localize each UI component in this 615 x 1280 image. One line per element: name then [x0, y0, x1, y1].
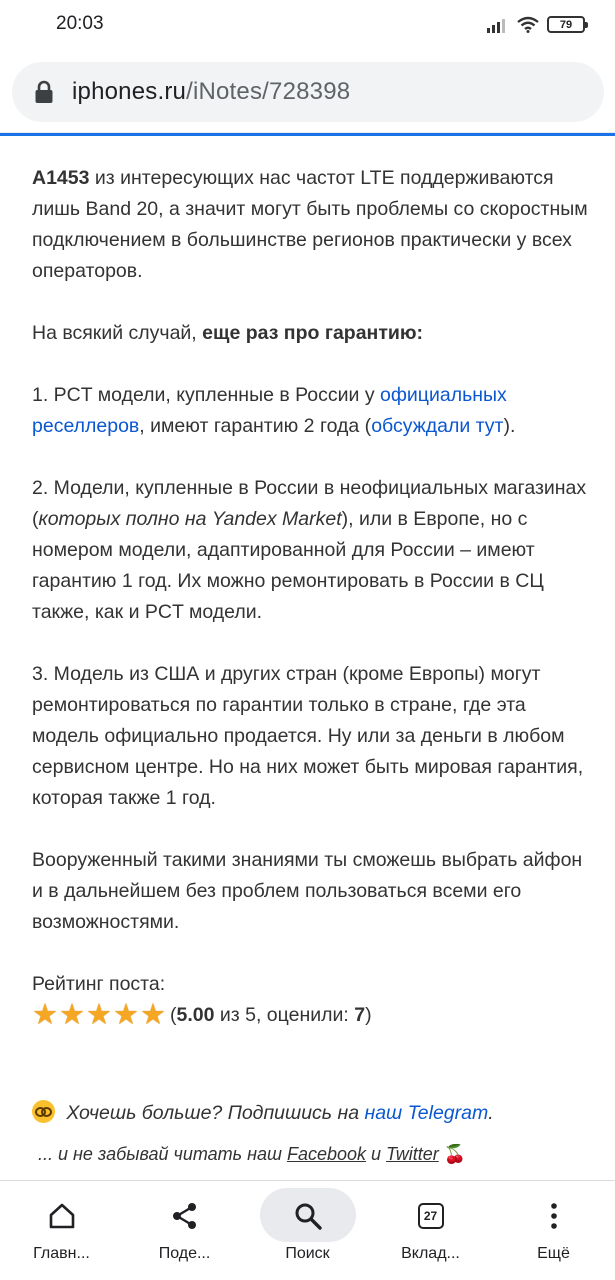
- star-icon[interactable]: ★: [140, 999, 166, 1031]
- url-bar[interactable]: [12, 62, 604, 122]
- nerd-face-icon: [32, 1100, 55, 1123]
- model-number: A1453: [32, 167, 90, 189]
- promo-dot: .: [488, 1102, 494, 1124]
- nav-share[interactable]: [123, 1181, 246, 1280]
- article-body: [32, 163, 592, 1031]
- twitter-link[interactable]: Twitter: [386, 1144, 439, 1164]
- url-path[interactable]: /iNotes/728398: [186, 78, 351, 105]
- search-icon[interactable]: [293, 1199, 323, 1233]
- home-icon[interactable]: [47, 1199, 77, 1233]
- paragraph-3-text-b: , имеют гарантию 2 года (: [139, 415, 372, 437]
- facebook-link[interactable]: Facebook: [286, 1144, 367, 1164]
- more-icon[interactable]: [539, 1199, 569, 1233]
- nav-more-label[interactable]: Ещё: [537, 1245, 570, 1262]
- nav-home[interactable]: [0, 1181, 123, 1280]
- nav-share-label[interactable]: Поде...: [158, 1245, 211, 1262]
- telegram-promo: [32, 1100, 592, 1125]
- tabs-icon[interactable]: [418, 1199, 444, 1233]
- paragraph-3-text-c: ).: [503, 415, 516, 437]
- nav-more[interactable]: [492, 1181, 615, 1280]
- tabs-count[interactable]: 27: [418, 1203, 444, 1229]
- paragraph-1-text: из интересующих нас частот LTE поддерживаются лишь Band 20, а значит могут быть проблемы со скоростным подключением в большинстве регионов практически у всех операторов.: [32, 167, 588, 282]
- social-promo-and: и: [366, 1144, 387, 1164]
- star-icon[interactable]: ★: [59, 999, 85, 1031]
- wifi-icon: [517, 16, 539, 33]
- bottom-nav: [0, 1180, 615, 1280]
- nav-home-label[interactable]: Главн...: [33, 1245, 90, 1262]
- status-bar: [0, 0, 615, 50]
- url-text[interactable]: [72, 78, 350, 106]
- star-icon[interactable]: ★: [113, 999, 139, 1031]
- paragraph-5: 3. Модель из США и других стран (кроме Европы) могут ремонтироваться по гарантии только в стране, где эта модель официально продается. Ну или за деньги в любом сервисном центре. Но на них может быть мировая гарантия, которая также 1 год.: [32, 663, 584, 809]
- paragraph-4-text-b: ), или в Европе, но с номером модели, адаптированной для России – имеют гарантию 1 год. Их можно ремонтировать в России в СЦ также, как и PCT модели.: [32, 508, 544, 623]
- share-icon[interactable]: [170, 1199, 200, 1233]
- rating-summary: [170, 1000, 372, 1031]
- rating-stars[interactable]: [32, 1001, 166, 1030]
- paragraph-2: [32, 318, 592, 349]
- paragraph-2-text: На всякий случай,: [32, 322, 203, 344]
- rating-label: Рейтинг поста:: [32, 973, 166, 995]
- rating-mid: из 5, оценили:: [214, 1004, 355, 1026]
- signal-icon: [487, 17, 509, 33]
- social-promo: [38, 1144, 598, 1165]
- rating-open: (: [170, 1004, 177, 1026]
- paragraph-4: [32, 473, 592, 628]
- tab-accent-line: [0, 133, 615, 136]
- status-time: 20:03: [56, 13, 104, 34]
- star-icon[interactable]: ★: [86, 999, 112, 1031]
- lock-icon[interactable]: [34, 80, 54, 104]
- star-icon[interactable]: ★: [32, 999, 58, 1031]
- paragraph-3: [32, 380, 592, 442]
- paragraph-1: [32, 163, 592, 287]
- nav-search-label[interactable]: Поиск: [285, 1245, 330, 1262]
- rating-count: 7: [354, 1004, 366, 1026]
- discussed-here-link[interactable]: обсуждали тут: [371, 415, 504, 437]
- paragraph-4-text-a: 2. Модели, купленные в России в неофициальных магазинах (: [32, 477, 587, 530]
- url-domain[interactable]: iphones.ru: [72, 78, 187, 105]
- rating-score: 5.00: [176, 1004, 215, 1026]
- cherry-icon: 🍒: [443, 1144, 467, 1164]
- nav-tabs[interactable]: [369, 1181, 492, 1280]
- promo-text: Хочешь больше? Подпишись на: [61, 1102, 365, 1124]
- paragraph-6: Вооруженный такими знаниями ты сможешь выбрать айфон и в дальнейшем без проблем пользоваться всеми его возможностями.: [32, 849, 583, 933]
- nav-tabs-label[interactable]: Вклад...: [401, 1245, 460, 1262]
- paragraph-4-italic: которых полно на Yandex Market: [38, 508, 342, 530]
- rating-row: [32, 1000, 592, 1031]
- telegram-link[interactable]: наш Telegram: [364, 1102, 489, 1124]
- official-resellers-link[interactable]: официальных реселлеров: [32, 384, 507, 437]
- status-icons: [487, 16, 585, 33]
- battery-icon: 79: [547, 16, 585, 33]
- rating-close: ): [365, 1004, 372, 1026]
- warranty-heading: еще раз про гарантию:: [202, 322, 424, 344]
- social-promo-text: ... и не забывай читать наш: [38, 1144, 287, 1164]
- nav-search[interactable]: [246, 1181, 369, 1280]
- paragraph-3-text-a: 1. PCT модели, купленные в России у: [32, 384, 380, 406]
